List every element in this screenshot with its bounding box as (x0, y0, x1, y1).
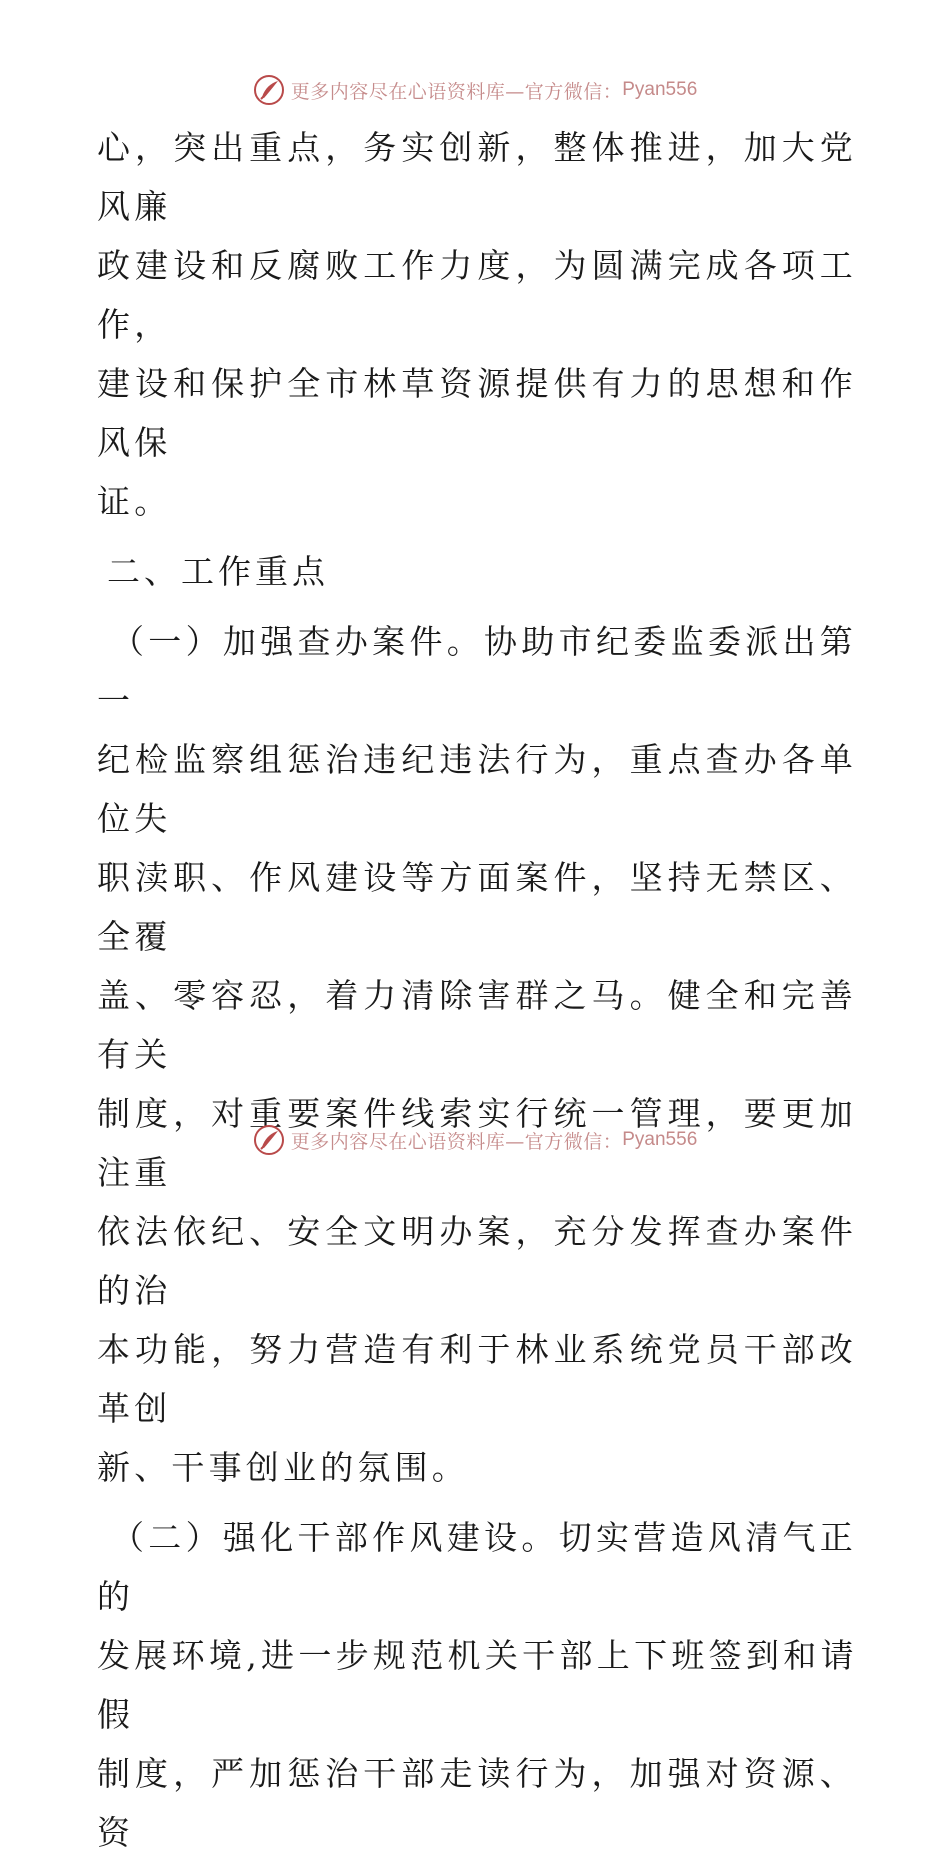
text-line: 新、干事创业的氛围。 (97, 1448, 469, 1487)
watermark-text: 更多内容尽在心语资料库—官方微信： (290, 1130, 623, 1153)
text-line: 政建设和反腐败工作力度，为圆满完成各项工作， (97, 246, 857, 344)
paragraph-1 (97, 118, 857, 531)
text-line: 制度，对重要案件线索实行统一管理，要更加注重 (97, 1094, 857, 1192)
footer-watermark (0, 1120, 950, 1160)
text-line: 制度，严加惩治干部走读行为，加强对资源、资 (97, 1754, 857, 1852)
text-line: 依法依纪、安全文明办案，充分发挥查办案件的治 (97, 1212, 857, 1310)
text-line: （二）强化干部作风建设。切实营造风清气正的 (97, 1518, 857, 1616)
header-watermark (0, 70, 950, 110)
watermark-handle: Pyan556 (622, 1129, 698, 1150)
document-body (97, 118, 857, 1862)
text-line: 本功能，努力营造有利于林业系统党员干部改革创 (97, 1330, 857, 1428)
quill-logo-icon (253, 74, 285, 106)
watermark-text: 更多内容尽在心语资料库—官方微信： (290, 80, 623, 103)
section-heading: 二、工作重点 (107, 552, 329, 591)
text-line: 盖、零容忍，着力清除害群之马。健全和完善有关 (97, 976, 857, 1074)
quill-logo-icon (253, 1124, 285, 1156)
text-line: 建设和保护全市林草资源提供有力的思想和作风保 (97, 364, 857, 462)
text-line: 发展环境,进一步规范机关干部上下班签到和请假 (97, 1636, 857, 1734)
watermark-handle: Pyan556 (622, 79, 698, 100)
text-line: 纪检监察组惩治违纪违法行为，重点查办各单位失 (97, 740, 857, 838)
text-line: （一）加强查办案件。协助市纪委监委派出第一 (97, 622, 857, 720)
text-line: 职渎职、作风建设等方面案件，坚持无禁区、全覆 (97, 858, 857, 956)
text-line: 证。 (97, 482, 172, 521)
paragraph-2 (97, 612, 857, 1497)
text-line: 心，突出重点，务实创新，整体推进，加大党风廉 (97, 128, 857, 226)
paragraph-3 (97, 1508, 857, 1862)
